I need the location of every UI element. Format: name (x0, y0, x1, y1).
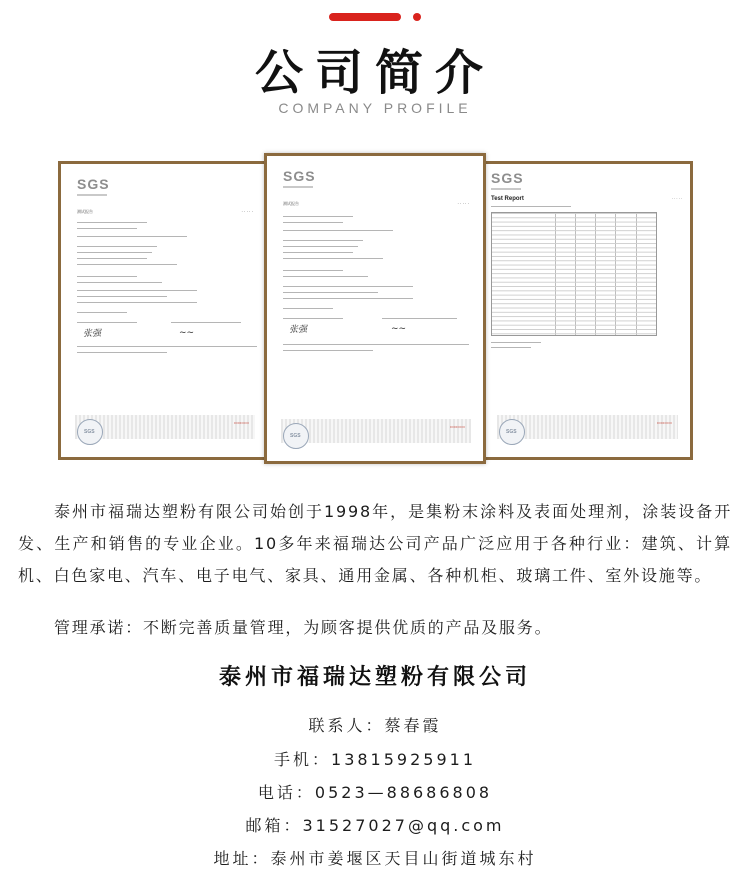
mobile-value[interactable]: 13815925911 (331, 750, 476, 769)
phone-label: 电话： (257, 783, 315, 802)
text-line (77, 258, 147, 259)
text-line (77, 312, 127, 313)
text-line (283, 344, 469, 345)
commitment-paragraph: 管理承诺：不断完善质量管理，为顾客提供优质的产品及服务。 (54, 618, 553, 637)
page-subtitle: COMPANY PROFILE (278, 100, 472, 116)
certificate-signature-2: ~~ (391, 324, 407, 334)
email-label: 邮箱： (245, 816, 303, 835)
company-name: 泰州市福瑞达塑粉有限公司 (218, 665, 531, 690)
address-label: 地址： (213, 849, 271, 868)
contact-person-row (0, 713, 750, 736)
text-line (382, 318, 457, 319)
email-row (0, 813, 750, 836)
certificate-middle (264, 153, 486, 464)
text-line (77, 290, 197, 291)
certificate-signature-2: ~~ (179, 328, 195, 338)
footer-stamp: ▭▭▭▭ (449, 424, 465, 429)
text-line (171, 322, 241, 323)
text-line (491, 342, 541, 343)
text-line (77, 228, 137, 229)
address-row (0, 846, 750, 869)
certificate-doc-meta: · · · · · (241, 209, 253, 214)
text-line (283, 246, 358, 247)
text-line (283, 318, 343, 319)
email-value[interactable]: 31527027@qq.com (302, 816, 505, 835)
text-line (77, 282, 162, 283)
sgs-seal-icon: SGS (499, 419, 525, 445)
phone-value[interactable]: 0523—88686808 (314, 783, 493, 802)
text-line (77, 246, 157, 247)
logo-underline (491, 188, 521, 190)
certificate-doc-label: 测试报告 (283, 201, 299, 206)
phone-row (0, 780, 750, 803)
text-line (283, 276, 368, 277)
intro-paragraph: 泰州市福瑞达塑粉有限公司始创于1998年，是集粉末涂料及表面处理剂，涂装设备开发、生产和销售的专业企业。10多年来福瑞达公司产品广泛应用于各种行业：建筑、计算机、白色家电、汽车、电子电气、家具、通用金属、各种机柜、玻璃工件、室外设施等。 (18, 502, 732, 585)
title-accent-dot (413, 13, 421, 21)
sgs-logo: SGS (283, 168, 316, 184)
text-line (77, 236, 187, 237)
text-line (77, 346, 257, 347)
logo-underline (283, 186, 313, 188)
text-line (283, 222, 343, 223)
address-value: 泰州市姜堰区天目山街道城东村 (270, 849, 537, 868)
test-report-meta: · · · · · (671, 197, 682, 201)
text-line (283, 308, 333, 309)
text-line (283, 230, 393, 231)
contact-person-label: 联系人： (308, 716, 385, 735)
certificate-footer (281, 419, 471, 443)
certificate-signature: 张强 (289, 325, 308, 335)
sgs-logo: SGS (491, 170, 524, 186)
text-line (77, 322, 137, 323)
sgs-logo: SGS (77, 176, 110, 192)
text-line (283, 252, 353, 253)
certificate-right (480, 161, 693, 460)
sgs-seal-icon: SGS (77, 419, 103, 445)
footer-stamp: ▭▭▭▭ (233, 420, 249, 425)
mobile-label: 手机： (274, 750, 332, 769)
certificate-signature: 张强 (83, 329, 102, 339)
title-accent-bar (329, 13, 401, 21)
text-line (77, 302, 197, 303)
text-line (77, 296, 167, 297)
certificate-doc-meta: · · · · · (457, 201, 469, 206)
text-line (283, 298, 413, 299)
mobile-row (0, 747, 750, 770)
text-line (77, 352, 167, 353)
text-line (77, 222, 147, 223)
certificate-doc-label: 测试报告 (77, 209, 93, 214)
sgs-seal-icon: SGS (283, 423, 309, 449)
text-line (77, 252, 152, 253)
text-line (77, 276, 137, 277)
certificate-left (58, 161, 270, 460)
text-line (283, 216, 353, 217)
text-line (283, 240, 363, 241)
text-line (283, 258, 383, 259)
text-line (283, 270, 343, 271)
text-line (491, 347, 531, 348)
text-line (283, 286, 413, 287)
test-report-title: Test Report (491, 196, 524, 202)
logo-underline (77, 194, 107, 196)
footer-stamp: ▭▭▭▭ (656, 420, 672, 425)
contact-person-value: 蔡春霞 (384, 716, 442, 735)
text-line (77, 264, 177, 265)
page-title: 公司简介 (254, 45, 495, 101)
text-line (283, 350, 373, 351)
text-line (491, 206, 571, 207)
test-result-table (491, 212, 657, 336)
text-line (283, 292, 378, 293)
